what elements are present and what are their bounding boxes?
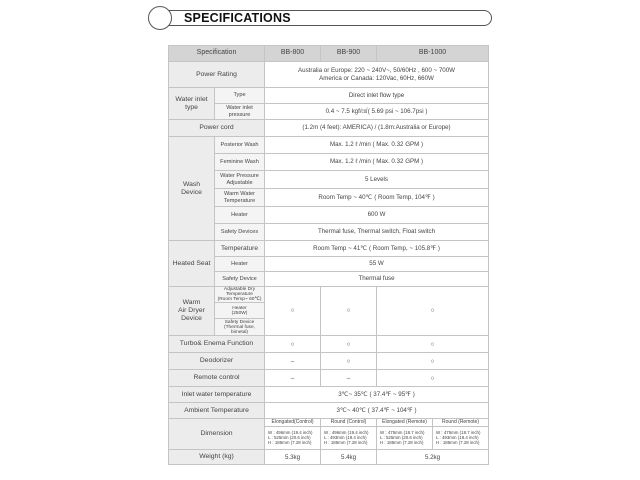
water-pressure-label-line2: Adjustable	[226, 179, 253, 186]
wash-heater-label: Heater	[215, 207, 265, 224]
turbo-mark-bb800: ○	[265, 336, 321, 353]
wash-device-label-line1: Wash	[182, 180, 201, 188]
posterior-wash-value: Max. 1.2 ℓ /min ( Max. 0.32 GPM )	[265, 137, 489, 154]
seat-temperature-label: Temperature	[215, 241, 265, 257]
water-inlet-pressure-label: Water inlet pressure	[215, 104, 265, 120]
table-row	[169, 241, 489, 257]
table-row	[169, 450, 489, 465]
water-pressure-value: 5 Levels	[265, 171, 489, 189]
weight-bb900: 5.4kg	[321, 450, 377, 465]
dry-temp-label-line2: (Room Temp~ 60℃)	[217, 297, 262, 303]
remote-mark-bb900: –	[321, 370, 377, 387]
table-row	[169, 336, 489, 353]
dim2-w: W : 496mm (19.4 inch)	[324, 429, 369, 435]
dry-temp-label	[215, 287, 265, 303]
feminine-wash-value: Max. 1.2 ℓ /min ( Max. 0.32 GPM )	[265, 154, 489, 171]
table-row	[169, 353, 489, 370]
remote-mark-bb800: –	[265, 370, 321, 387]
table-row	[169, 62, 489, 88]
dim3-l: L : 525mm (20.6 inch)	[380, 434, 423, 440]
warm-air-label-line3: Device	[181, 314, 202, 322]
seat-safety-label: Safety Device	[215, 272, 265, 287]
table-row	[169, 403, 489, 419]
table-row	[169, 154, 489, 171]
seat-temperature-value: Room Temp ~ 41℃ ( Room Temp, ~ 105.8℉ )	[265, 241, 489, 257]
warm-water-temp-value: Room Temp ~ 40℃ ( Room Temp, 104℉ )	[265, 189, 489, 207]
warm-air-mark-bb800: ○	[265, 287, 321, 336]
dim3-h: H : 185mm (7.28 inch)	[380, 439, 424, 445]
turbo-enema-label: Turbo& Enema Function	[169, 336, 265, 353]
power-cord-value: (1.2m (4 feet): AMERICA) / (1.8m:Australia or Europe)	[265, 120, 489, 137]
dim4-l: L : 493mm (19.4 inch)	[436, 434, 479, 440]
dimension-head-3: Elongated (Remote)	[377, 419, 433, 427]
water-inlet-type-value: Direct inlet flow type	[265, 88, 489, 104]
warm-air-label-line2: Air Dryer	[178, 307, 205, 315]
warm-air-label-line1: Warm	[182, 299, 201, 307]
power-rating-value	[265, 62, 489, 88]
header-model-bb800: BB-800	[265, 46, 321, 62]
dimension-head-2: Round (Control)	[321, 419, 377, 427]
feminine-wash-label: Feminine Wash	[215, 154, 265, 171]
dim2-l: L : 493mm (19.4 inch)	[324, 434, 367, 440]
table-row	[169, 370, 489, 387]
page-title: SPECIFICATIONS	[184, 11, 291, 25]
water-pressure-label	[215, 171, 265, 189]
table-row	[169, 224, 489, 241]
dryer-heater-label	[215, 303, 265, 319]
water-inlet-type-label: Type	[215, 88, 265, 104]
wash-device-label-line2: Device	[181, 188, 202, 196]
dim4-w: W : 475mm (18.7 inch)	[436, 429, 481, 435]
weight-bb1000: 5.2kg	[377, 450, 489, 465]
warm-water-temp-label-line1: Warm Water	[224, 191, 255, 198]
table-row	[169, 257, 489, 272]
dim1-h: H : 185mm (7.28 inch)	[268, 439, 312, 445]
ambient-temp-value: 3℃~ 40℃ ( 37.4℉ ~ 104℉ )	[265, 403, 489, 419]
dim1-w: W : 496mm (19.4 inch)	[268, 429, 313, 435]
dryer-safety-label	[215, 319, 265, 336]
header-specification: Specification	[169, 46, 265, 62]
dryer-heater-label-line1: Heater	[232, 305, 247, 311]
dryer-heater-label-line2: (250W)	[231, 310, 248, 316]
seat-heater-label: Heater	[215, 257, 265, 272]
wash-device-label	[169, 137, 215, 241]
power-rating-label: Power Rating	[169, 62, 265, 88]
section-header	[148, 6, 494, 30]
table-row	[169, 419, 489, 427]
header-model-bb1000: BB-1000	[377, 46, 489, 62]
power-cord-label: Power cord	[169, 120, 265, 137]
deodorizer-mark-bb800: –	[265, 353, 321, 370]
warm-water-temp-label	[215, 189, 265, 207]
posterior-wash-label: Posterior Wash	[215, 137, 265, 154]
deodorizer-mark-bb900: ○	[321, 353, 377, 370]
remote-control-label: Remote control	[169, 370, 265, 387]
dimension-label: Dimension	[169, 419, 265, 450]
deodorizer-mark-bb1000: ○	[377, 353, 489, 370]
table-row	[169, 207, 489, 224]
wash-heater-value: 600 W	[265, 207, 489, 224]
warm-air-mark-bb900: ○	[321, 287, 377, 336]
dryer-safety-label-line2: (Thermal fuse, bimetal)	[224, 324, 255, 335]
dimension-values-4	[433, 427, 489, 450]
water-pressure-label-line1: Water Pressure	[220, 173, 259, 180]
water-inlet-label: Water inlet type	[169, 88, 215, 120]
weight-label: Weight (kg)	[169, 450, 265, 465]
dimension-values-2	[321, 427, 377, 450]
header-circle-icon	[148, 6, 172, 30]
turbo-mark-bb900: ○	[321, 336, 377, 353]
table-row	[169, 189, 489, 207]
warm-air-dryer-label	[169, 287, 215, 336]
table-row	[169, 171, 489, 189]
table-row	[169, 272, 489, 287]
header-model-bb900: BB-900	[321, 46, 377, 62]
table-row	[169, 287, 489, 303]
power-rating-line2: America or Canada: 120Vac, 60Hz, 660W	[319, 74, 434, 82]
remote-mark-bb1000: ○	[377, 370, 489, 387]
warm-air-mark-bb1000: ○	[377, 287, 489, 336]
table-header-row	[169, 46, 489, 62]
dim4-h: H : 185mm (7.28 inch)	[436, 439, 480, 445]
heated-seat-label: Heated Seat	[169, 241, 215, 287]
inlet-water-temp-label: Inlet water temperature	[169, 387, 265, 403]
dimension-values-1	[265, 427, 321, 450]
turbo-mark-bb1000: ○	[377, 336, 489, 353]
dim1-l: L : 525mm (20.6 inch)	[268, 434, 311, 440]
seat-safety-value: Thermal fuse	[265, 272, 489, 287]
inlet-water-temp-value: 3℃~ 35℃ ( 37.4℉ ~ 95℉ )	[265, 387, 489, 403]
specifications-table	[168, 45, 489, 465]
dim3-w: W : 475mm (18.7 inch)	[380, 429, 425, 435]
wash-safety-label: Safety Devices	[215, 224, 265, 241]
dryer-safety-label-line1: Safety Device	[224, 319, 255, 325]
dry-temp-label-line1: Adjustable Dry Temperature	[223, 287, 256, 298]
dimension-values-3	[377, 427, 433, 450]
deodorizer-label: Deodorizer	[169, 353, 265, 370]
wash-safety-value: Thermal fuse, Thermal switch, Float switch	[265, 224, 489, 241]
power-rating-line1: Australia or Europe: 220 ~ 240V~, 50/60Hz , 600 ~ 700W	[298, 67, 456, 75]
water-inlet-pressure-value: 0.4 ~ 7.5 kgf/㎠( 5.69 psi ~ 106.7psi )	[265, 104, 489, 120]
dimension-head-4: Round (Remote)	[433, 419, 489, 427]
weight-bb800: 5.3kg	[265, 450, 321, 465]
dimension-head-1: Elongated(Control)	[265, 419, 321, 427]
table-row	[169, 137, 489, 154]
table-row	[169, 104, 489, 120]
table-row	[169, 88, 489, 104]
table-row	[169, 387, 489, 403]
seat-heater-value: 55 W	[265, 257, 489, 272]
ambient-temp-label: Ambient Temperature	[169, 403, 265, 419]
table-row	[169, 120, 489, 137]
warm-water-temp-label-line2: Temperature	[223, 197, 256, 204]
dim2-h: H : 185mm (7.28 inch)	[324, 439, 368, 445]
